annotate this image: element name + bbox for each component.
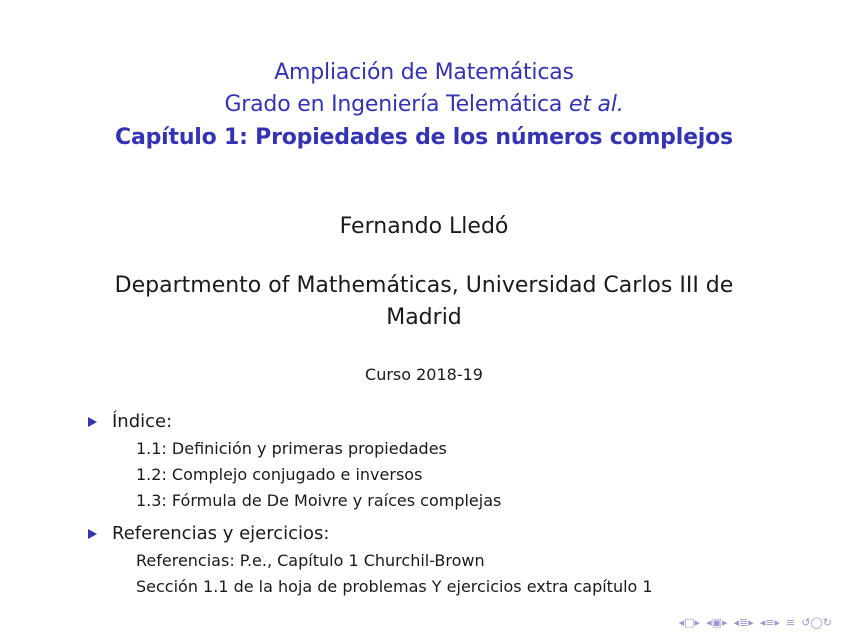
sublist-item: 1.1: Definición y primeras propiedades (136, 439, 447, 458)
title-block (0, 57, 848, 155)
nav-align-icon[interactable]: ≡ (786, 616, 796, 629)
sublist-item: Referencias: P.e., Capítulo 1 Churchil-Brown (136, 551, 485, 570)
references-sublist (88, 548, 808, 600)
sublist-item: 1.3: Fórmula de De Moivre y raíces complejas (136, 491, 502, 510)
chapter-title: Capítulo 1: Propiedades de los números complejos (115, 125, 733, 150)
course-title: Ampliación de Matemáticas (274, 60, 574, 85)
degree-title-main: Grado en Ingeniería Telemática (224, 92, 563, 117)
degree-title-italic: et al. (568, 92, 624, 117)
bullet-triangle-icon (88, 417, 97, 427)
nav-search-icon[interactable]: ↺◯↻ (801, 616, 832, 629)
sublist-item: Sección 1.1 de la hoja de problemas Y ejercicios extra capítulo 1 (136, 577, 653, 596)
index-sublist (88, 436, 808, 514)
list-item-references (88, 520, 808, 548)
outline-list (88, 408, 808, 606)
beamer-navigation (679, 616, 832, 629)
list-item-index (88, 408, 808, 436)
institute: Departmento of Mathemáticas, Universidad Carlos III de Madrid (114, 273, 734, 330)
nav-section-icon[interactable]: ◂≣▸ (733, 616, 754, 629)
nav-slide-icon[interactable]: ◂≡▸ (759, 616, 781, 629)
sublist-item: 1.2: Complejo conjugado e inversos (136, 465, 423, 484)
date: Curso 2018-19 (365, 365, 483, 384)
author: Fernando Lledó (339, 214, 509, 239)
degree-title (0, 89, 848, 121)
item-label: Referencias y ejercicios: (112, 523, 330, 544)
item-label: Índice: (112, 411, 173, 432)
bullet-triangle-icon (88, 529, 97, 539)
nav-subsection-icon[interactable]: ◂▣▸ (706, 616, 728, 629)
nav-frame-prev-icon[interactable]: ◂□▸ (678, 616, 701, 629)
